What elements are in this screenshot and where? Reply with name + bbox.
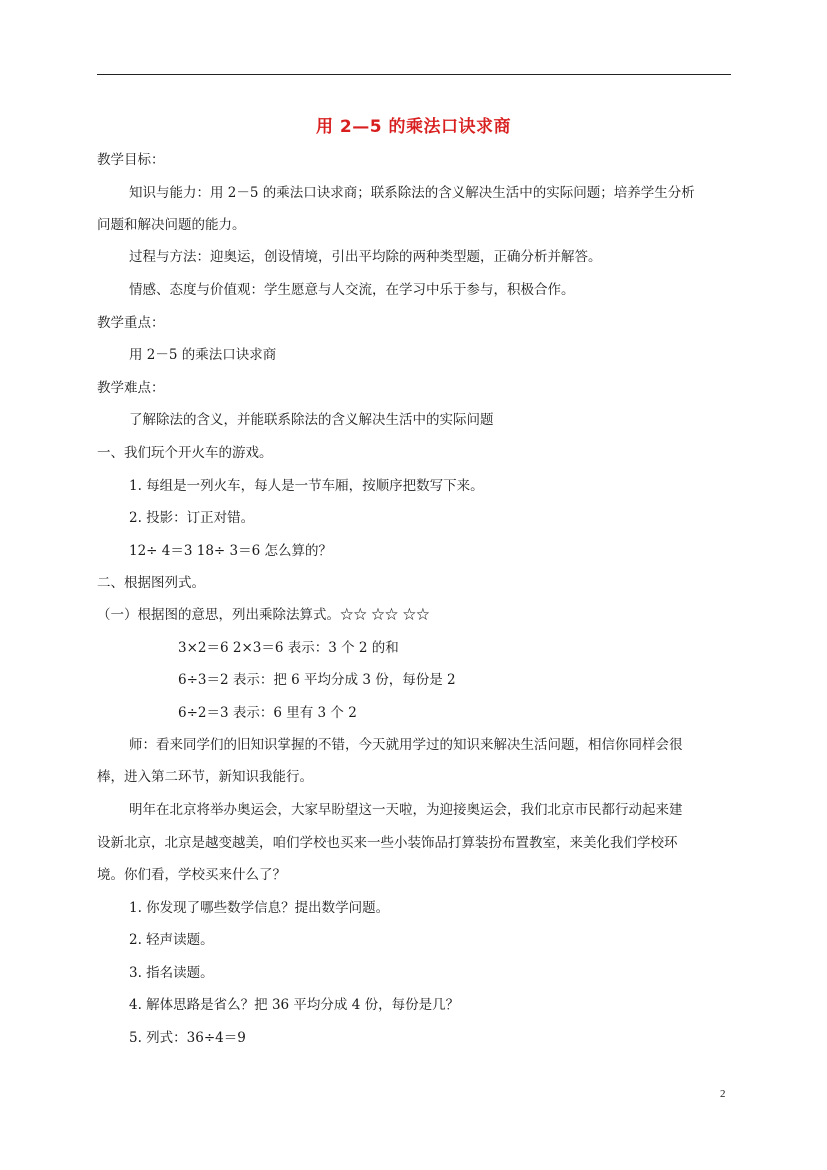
text-line: 1. 每组是一列火车，每人是一节车厢，按顺序把数写下来。: [129, 478, 484, 494]
text-line: 4. 解体思路是省么？把 36 平均分成 4 份，每份是几？: [129, 997, 460, 1013]
text-line: （一）根据图的意思，列出乘除法算式。☆☆ ☆☆ ☆☆: [97, 607, 430, 623]
text-line: 2. 投影：订正对错。: [129, 510, 255, 526]
text-line: 6÷2＝3 表示：6 里有 3 个 2: [178, 705, 357, 721]
document-title: 用 2—5 的乘法口诀求商: [316, 117, 511, 137]
text-line: 明年在北京将举办奥运会，大家早盼望这一天啦，为迎接奥运会，我们北京市民都行动起来建: [129, 802, 683, 818]
section-heading: 二、根据图列式。: [97, 575, 205, 591]
text-line: 棒，进入第二环节，新知识我能行。: [97, 769, 313, 785]
text-line: 6÷3＝2 表示：把 6 平均分成 3 份，每份是 2: [178, 672, 456, 688]
text-line: 12÷ 4＝3 18÷ 3＝6 怎么算的？: [129, 543, 333, 559]
text-line: 2. 轻声读题。: [129, 932, 214, 948]
section-heading: 教学重点：: [97, 315, 165, 331]
text-line: 1. 你发现了哪些数学信息？提出数学问题。: [129, 900, 390, 916]
section-heading: 教学难点：: [97, 380, 165, 396]
section-heading: 一、我们玩个开火车的游戏。: [97, 445, 273, 461]
page-number: 2: [720, 1088, 726, 1100]
text-line: 师：看来同学们的旧知识掌握的不错，今天就用学过的知识来解决生活问题，相信你同样会很: [129, 737, 683, 753]
header-rule: [97, 74, 731, 75]
text-line: 教学目标：: [97, 152, 165, 168]
text-line: 情感、态度与价值观：学生愿意与人交流，在学习中乐于参与，积极合作。: [129, 282, 575, 298]
text-line: 问题和解决问题的能力。: [97, 217, 246, 233]
text-line: 知识与能力：用 2－5 的乘法口诀求商；联系除法的含义解决生活中的实际问题；培养学生分析: [129, 185, 695, 201]
text-line: 境。你们看，学校买来什么了？: [97, 867, 286, 883]
text-line: 了解除法的含义，并能联系除法的含义解决生活中的实际问题: [129, 412, 494, 428]
text-line: 3×2＝6 2×3＝6 表示：3 个 2 的和: [178, 640, 399, 656]
text-line: 设新北京，北京是越变越美，咱们学校也买来一些小装饰品打算装扮布置教室，来美化我们学校环: [97, 835, 678, 851]
text-line: 用 2－5 的乘法口诀求商: [129, 347, 277, 363]
text-line: 5. 列式：36÷4＝9: [129, 1030, 246, 1046]
text-line: 3. 指名读题。: [129, 965, 214, 981]
text-line: 过程与方法：迎奥运，创设情境，引出平均除的两种类型题，正确分析并解答。: [129, 249, 602, 265]
